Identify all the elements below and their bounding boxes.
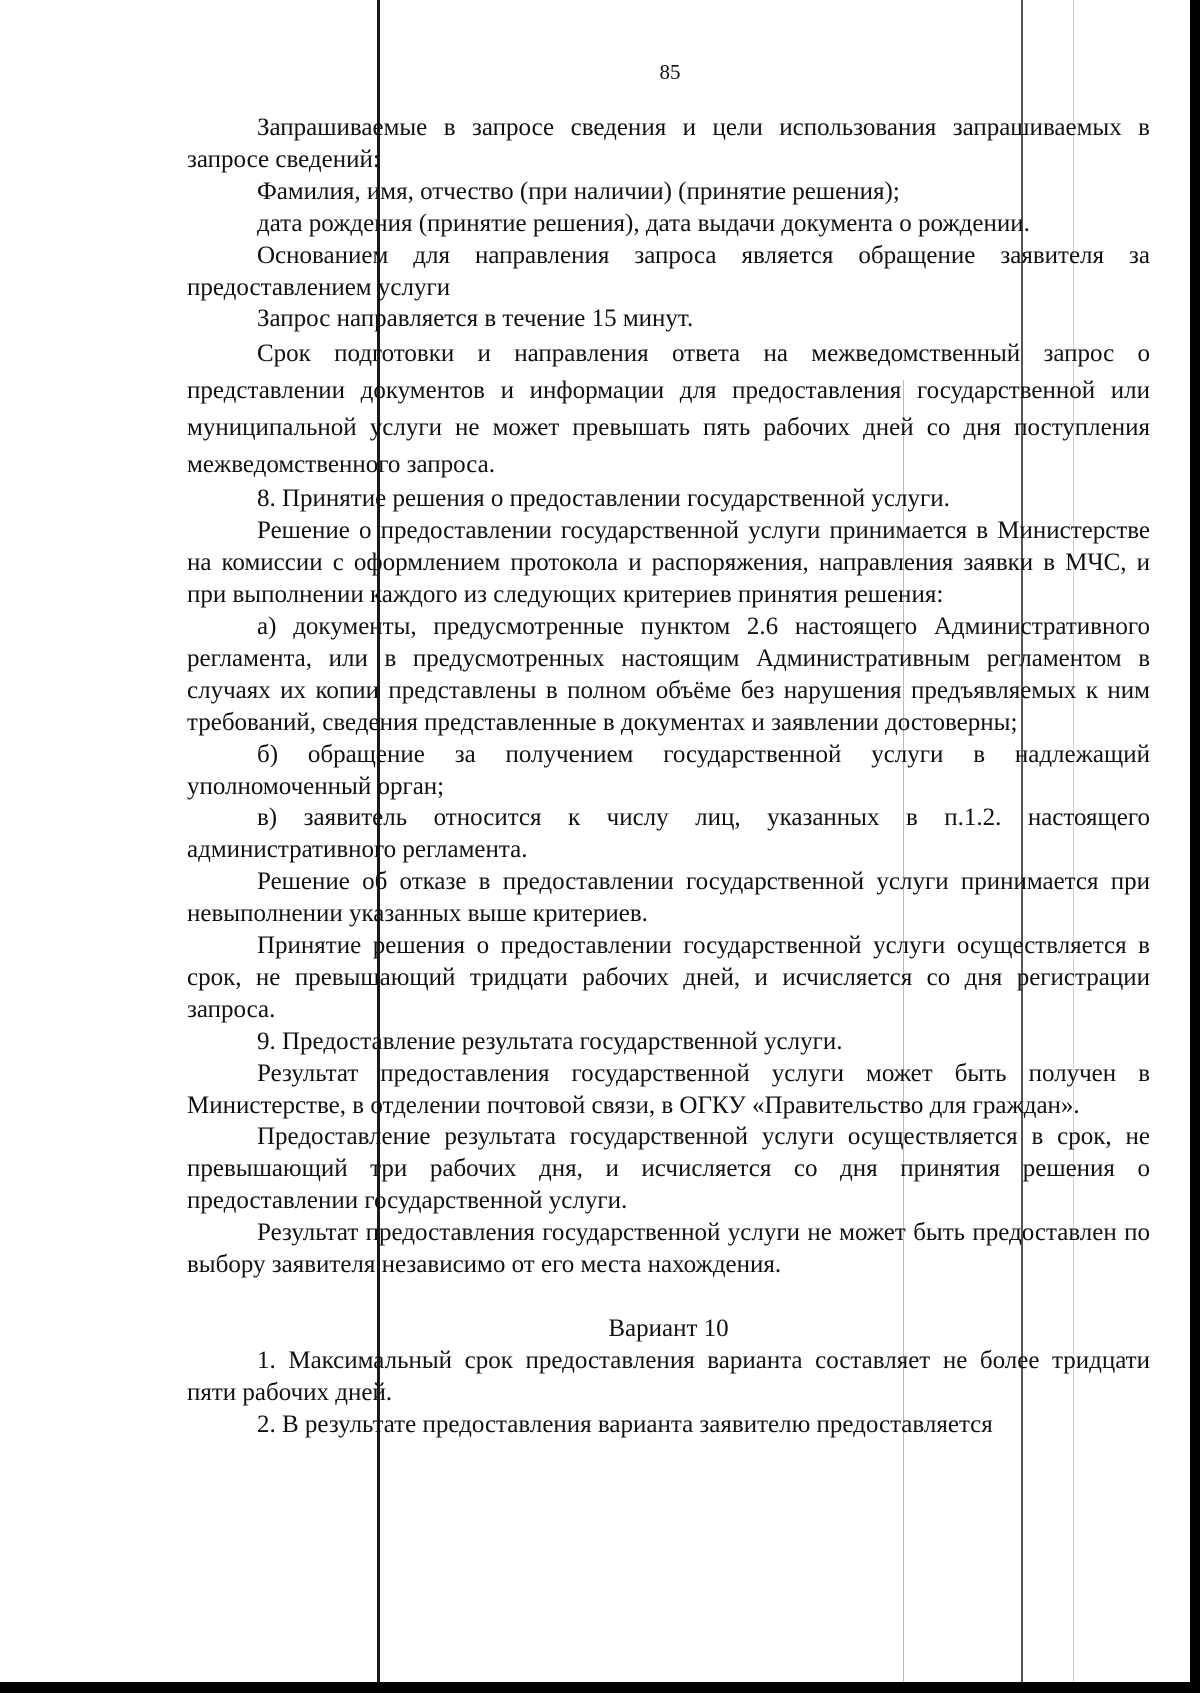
- paragraph: Результат предоставления государственной услуги может быть получен в Министерстве, в отделении почтовой связи, в ОГКУ «Правительство для граждан».: [187, 1059, 1150, 1119]
- paragraph: Решение об отказе в предоставлении государственной услуги принимается при невыполнении указанных выше критериев.: [187, 868, 1150, 928]
- page-number: 85: [659, 60, 681, 84]
- paragraph: Результат предоставления государственной услуги не может быть предоставлен по выбору заявителя независимо от его места нахождения.: [187, 1219, 1150, 1279]
- paragraph: Фамилия, имя, отчество (при наличии) (принятие решения);: [257, 177, 900, 205]
- paragraph: Срок подготовки и направления ответа на межведомственный запрос о представлении документов и информации для предоставления государственной или муниципальной услуги не может превышать пять рабочих дней со дня поступления межведомственного запроса.: [187, 340, 1150, 479]
- paragraph: Основанием для направления запроса является обращение заявителя за предоставлением услуги: [187, 241, 1150, 301]
- variant-heading: Вариант 10: [608, 1315, 729, 1342]
- paragraph: 1. Максимальный срок предоставления варианта составляет не более тридцати пяти рабочих дней.: [187, 1346, 1150, 1406]
- paragraph: дата рождения (принятие решения), дата выдачи документа о рождении.: [257, 209, 1030, 237]
- paragraph: Запрашиваемые в запросе сведения и цели использования запрашиваемых в запросе сведений:: [187, 114, 1150, 173]
- list-item-a: а) документы, предусмотренные пунктом 2.6 настоящего Административного регламента, или в предусмотренных настоящим Административным регламентом в случаях их копии представлены в полном объёме без нарушения предъявляемых к ним требований, сведения представленные в документах и заявлении достоверны;: [187, 612, 1150, 736]
- section-heading-9: 9. Предоставление результата государственной услуги.: [257, 1027, 843, 1055]
- paragraph: 2. В результате предоставления варианта заявителю предоставляется: [257, 1410, 993, 1438]
- paragraph: Принятие решения о предоставлении государственной услуги осуществляется в срок, не превышающий тридцати рабочих дней, и исчисляется со дня регистрации запроса.: [187, 932, 1150, 1023]
- document-body: [187, 112, 1150, 1441]
- paragraph: Запрос направляется в течение 15 минут.: [257, 305, 694, 333]
- list-item-b: б) обращение за получением государственной услуги в надлежащий уполномоченный орган;: [187, 740, 1150, 800]
- paragraph: Решение о предоставлении государственной услуги принимается в Министерстве на комиссии с оформлением протокола и распоряжения, направления заявки в МЧС, и при выполнении каждого из следующих критериев принятия решения:: [187, 517, 1150, 609]
- scan-bottom-edge: [0, 1682, 1200, 1693]
- list-item-v: в) заявитель относится к числу лиц, указанных в п.1.2. настоящего административного регламента.: [187, 804, 1150, 864]
- paragraph: Предоставление результата государственной услуги осуществляется в срок, не превышающий три рабочих дня, и исчисляется со дня принятия решения о предоставлении государственной услуги.: [187, 1123, 1150, 1215]
- scan-right-edge: [1190, 0, 1200, 1693]
- section-heading-8: 8. Принятие решения о предоставлении государственной услуги.: [257, 485, 950, 513]
